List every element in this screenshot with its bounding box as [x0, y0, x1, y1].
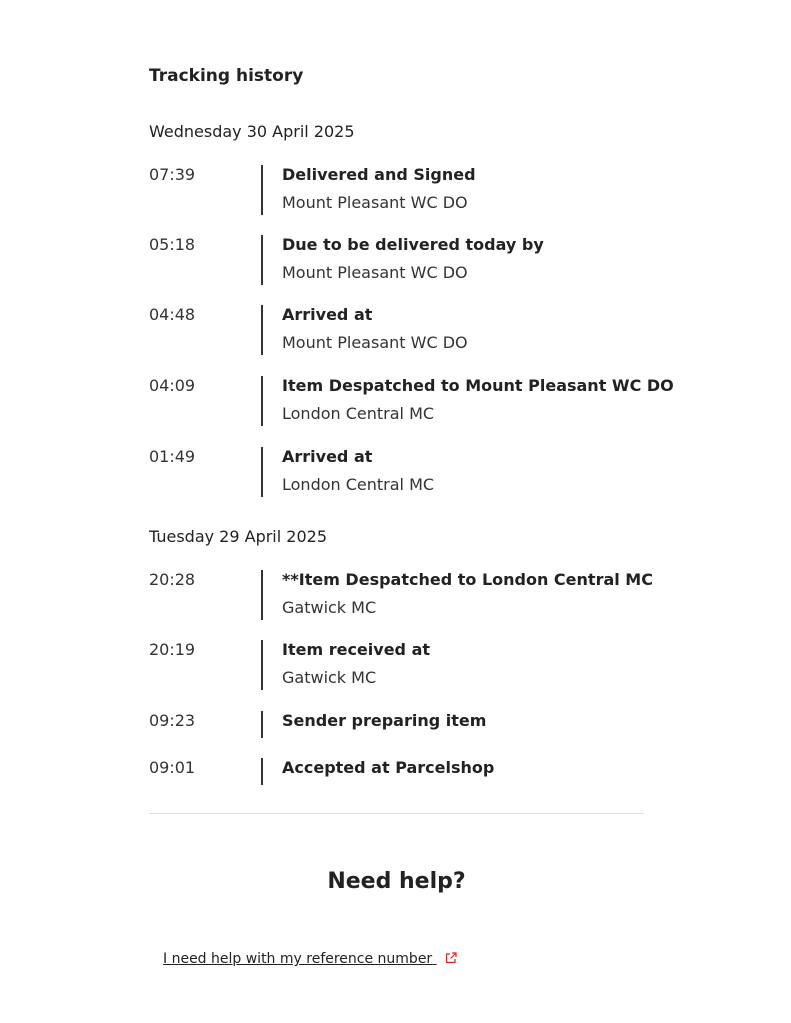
section-divider — [149, 813, 644, 814]
event-status: Due to be delivered today by — [282, 235, 544, 254]
timeline-bar — [261, 758, 263, 785]
event-status: Delivered and Signed — [282, 165, 476, 184]
timeline-bar — [261, 305, 263, 355]
event-time: 09:01 — [149, 758, 196, 777]
event-location: London Central MC — [282, 404, 435, 423]
event-time: 04:48 — [149, 305, 196, 324]
event-status: Accepted at Parcelshop — [282, 758, 495, 777]
event-time: 05:18 — [149, 235, 196, 254]
timeline-bar — [261, 711, 263, 738]
event-status: Item received at — [282, 640, 431, 659]
event-status: Sender preparing item — [282, 711, 487, 730]
event-time: 20:19 — [149, 640, 196, 659]
event-location: Gatwick MC — [282, 668, 377, 687]
event-time: 04:09 — [149, 376, 196, 395]
help-link-label: I need help with my reference number — [163, 951, 433, 967]
external-link-icon — [445, 952, 457, 968]
timeline-bar — [261, 640, 263, 690]
event-location: Mount Pleasant WC DO — [282, 193, 468, 212]
day-heading: Tuesday 29 April 2025 — [149, 527, 327, 546]
help-heading: Need help? — [327, 869, 466, 894]
timeline-bar — [261, 376, 263, 426]
event-location: Mount Pleasant WC DO — [282, 263, 468, 282]
event-status: Arrived at — [282, 447, 373, 466]
timeline-bar — [261, 235, 263, 285]
event-location: Gatwick MC — [282, 598, 377, 617]
event-status: Item Despatched to Mount Pleasant WC DO — [282, 376, 674, 395]
event-time: 09:23 — [149, 711, 196, 730]
event-status: **Item Despatched to London Central MC — [282, 570, 653, 589]
event-time: 20:28 — [149, 570, 196, 589]
event-time: 07:39 — [149, 165, 196, 184]
event-time: 01:49 — [149, 447, 196, 466]
reference-number-help-link[interactable] — [163, 951, 457, 968]
event-location: London Central MC — [282, 475, 435, 494]
day-heading: Wednesday 30 April 2025 — [149, 122, 355, 141]
timeline-bar — [261, 447, 263, 497]
timeline-bar — [261, 165, 263, 215]
event-status: Arrived at — [282, 305, 373, 324]
timeline-bar — [261, 570, 263, 620]
event-location: Mount Pleasant WC DO — [282, 333, 468, 352]
section-title: Tracking history — [149, 66, 304, 86]
